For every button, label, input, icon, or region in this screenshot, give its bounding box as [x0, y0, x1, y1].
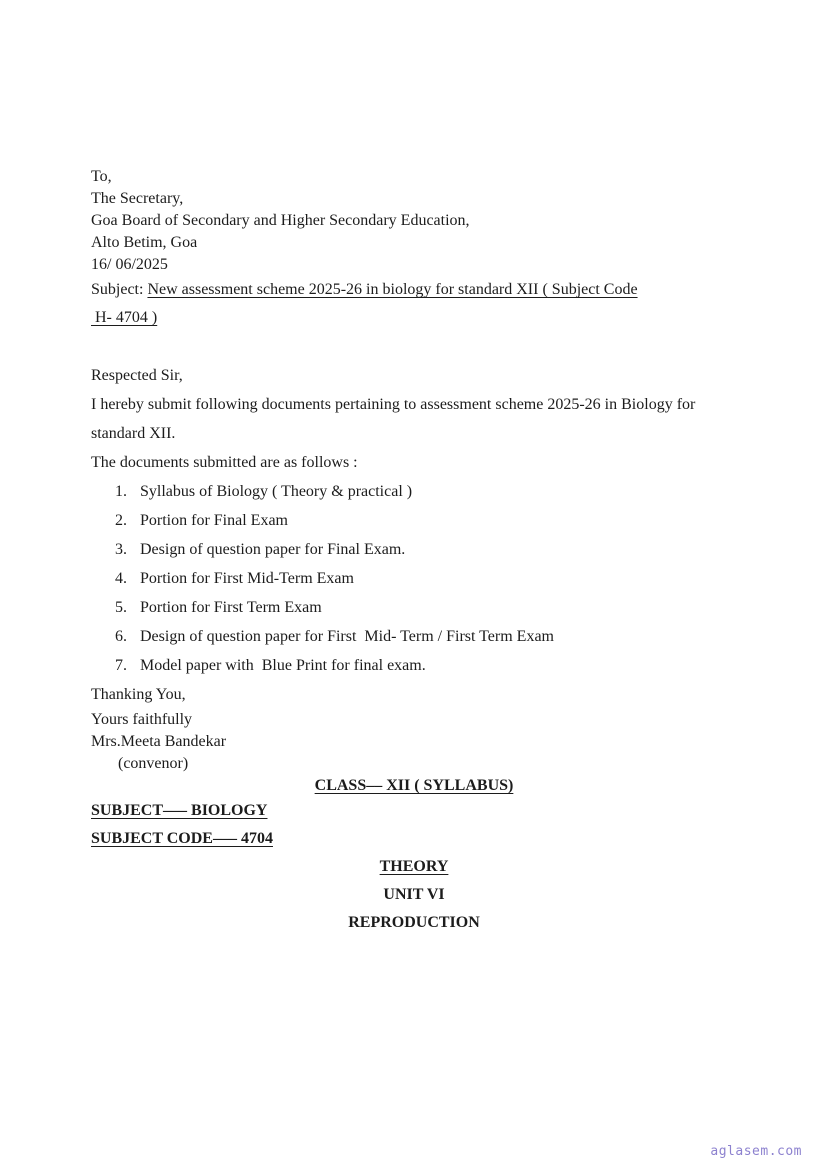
item-number: 1. [115, 483, 127, 500]
item-text: Syllabus of Biology ( Theory & practical ) [140, 483, 413, 500]
list-item [91, 535, 737, 564]
item-text: Model paper with Blue Print for final exam. [140, 657, 426, 674]
list-item [91, 593, 737, 622]
list-item [91, 506, 737, 535]
recipient-line: The Secretary, [91, 190, 184, 207]
recipient-line: Goa Board of Secondary and Higher Secondary Education, [91, 212, 470, 229]
recipient-line: To, [91, 168, 112, 185]
signature-name: Mrs.Meeta Bandekar [91, 733, 227, 750]
subject-line [91, 276, 737, 304]
list-item [91, 477, 737, 506]
class-heading: CLASS–– XII ( SYLLABUS) [314, 777, 514, 794]
item-number: 7. [115, 657, 127, 674]
subject-line-continued [91, 304, 737, 332]
unit-heading: UNIT VI [383, 886, 445, 903]
subject-text: New assessment scheme 2025-26 in biology for standard XII ( Subject Code [147, 281, 638, 298]
item-text: Design of question paper for Final Exam. [140, 541, 406, 558]
item-text: Portion for First Mid-Term Exam [140, 570, 354, 587]
subject-code-heading: SUBJECT CODE––– 4704 [91, 830, 273, 847]
unit-title: REPRODUCTION [348, 914, 480, 931]
letter-date: 16/ 06/2025 [91, 256, 168, 273]
body-paragraph: The documents submitted are as follows : [91, 454, 358, 471]
list-item [91, 651, 737, 680]
item-text: Design of question paper for First Mid- Term / First Term Exam [140, 628, 554, 645]
body-paragraph: I hereby submit following documents pertaining to assessment scheme 2025-26 in Biology for standard XII. [91, 396, 696, 442]
subject-heading: SUBJECT––– BIOLOGY [91, 802, 268, 819]
watermark: aglasem.com [710, 1144, 802, 1159]
item-number: 6. [115, 628, 127, 645]
item-number: 5. [115, 599, 127, 616]
closing: Thanking You, [91, 686, 186, 703]
signature-role: (convenor) [118, 755, 189, 772]
theory-heading: THEORY [379, 858, 449, 875]
letter-body [91, 361, 737, 709]
item-text: Portion for Final Exam [140, 512, 288, 529]
salutation: Respected Sir, [91, 367, 183, 384]
document-list [91, 477, 737, 680]
recipient-line: Alto Betim, Goa [91, 234, 198, 251]
item-number: 4. [115, 570, 127, 587]
subject-text-continued: H- 4704 ) [91, 309, 158, 326]
list-item [91, 564, 737, 593]
list-item [91, 622, 737, 651]
item-text: Portion for First Term Exam [140, 599, 322, 616]
valediction: Yours faithfully [91, 711, 193, 728]
item-number: 3. [115, 541, 127, 558]
item-number: 2. [115, 512, 127, 529]
subject-label: Subject: [91, 281, 148, 298]
